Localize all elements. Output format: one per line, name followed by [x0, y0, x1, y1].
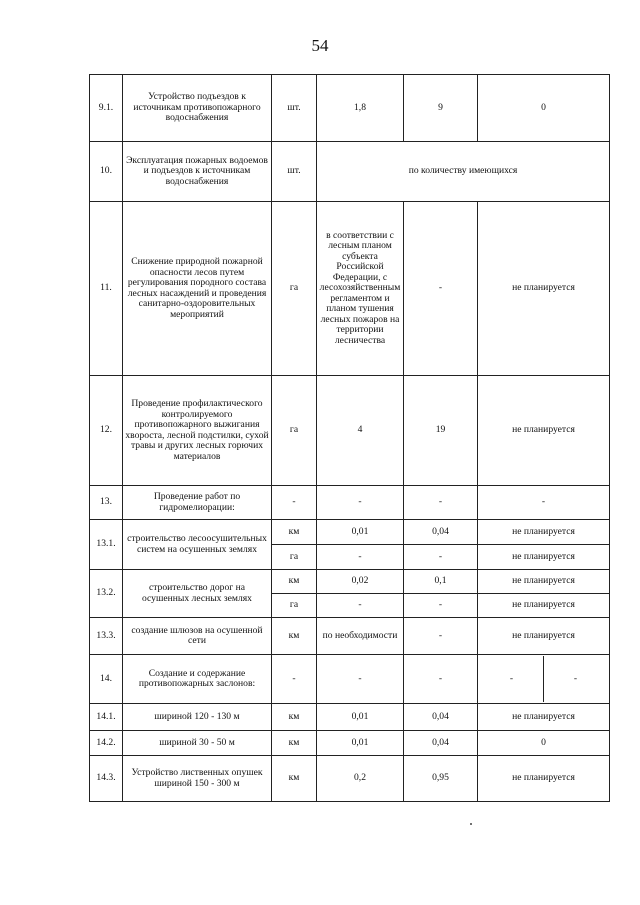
value-cell: -	[317, 545, 404, 570]
measure-description: шириной 120 - 130 м	[123, 704, 272, 731]
measure-description: строительство дорог на осушенных лесных землях	[123, 570, 272, 618]
row-number: 10.	[90, 142, 123, 202]
value-cell: не планируется	[478, 594, 610, 618]
value-cell: -	[404, 486, 478, 520]
unit-cell: -	[272, 655, 317, 704]
value-cell: 0,1	[404, 570, 478, 594]
value-cell: не планируется	[478, 202, 610, 376]
value-cell: 0,04	[404, 731, 478, 756]
row-number: 13.	[90, 486, 123, 520]
value-cell: 0,95	[404, 756, 478, 802]
row-number: 14.3.	[90, 756, 123, 802]
unit-cell: км	[272, 618, 317, 655]
value-cell: не планируется	[478, 618, 610, 655]
measure-description: Проведение работ по гидромелиорации:	[123, 486, 272, 520]
unit-cell: км	[272, 570, 317, 594]
unit-cell: га	[272, 202, 317, 376]
value-cell: по необходимости	[317, 618, 404, 655]
value-cell: 0	[478, 731, 610, 756]
value-cell: 0,02	[317, 570, 404, 594]
split-value-cell	[478, 655, 610, 704]
value-cell: 0,01	[317, 731, 404, 756]
measure-description: Устройство лиственных опушек шириной 150 - 300 м	[123, 756, 272, 802]
unit-cell: шт.	[272, 75, 317, 142]
table-row	[90, 756, 610, 802]
merged-value-cell: по количеству имеющихся	[317, 142, 610, 202]
unit-cell: га	[272, 545, 317, 570]
table-row	[90, 618, 610, 655]
unit-cell: -	[272, 486, 317, 520]
measure-description: строительство лесоосушительных систем на осушенных землях	[123, 520, 272, 570]
table-row	[90, 520, 610, 545]
table-row	[90, 75, 610, 142]
measure-description: Снижение природной пожарной опасности лесов путем регулирования породного состава лесных насаждений и проведения санитарно-оздоровительных мероприятий	[123, 202, 272, 376]
unit-cell: км	[272, 731, 317, 756]
value-cell: не планируется	[478, 520, 610, 545]
value-cell: -	[404, 594, 478, 618]
value-cell: 1,8	[317, 75, 404, 142]
value-cell: -	[404, 545, 478, 570]
table-row	[90, 142, 610, 202]
measure-description: Эксплуатация пожарных водоемов и подъездов к источникам водоснабжения	[123, 142, 272, 202]
table-row	[90, 570, 610, 594]
value-cell: 19	[404, 376, 478, 486]
unit-cell: га	[272, 594, 317, 618]
table-row	[90, 202, 610, 376]
page-number: 54	[311, 36, 329, 55]
value-cell: 0	[478, 75, 610, 142]
value-cell: не планируется	[478, 704, 610, 731]
measure-description: Проведение профилактического контролируемого противопожарного выжигания хвороста, лесной подстилки, сухой травы и других лесных горючих материалов	[123, 376, 272, 486]
value-cell: -	[317, 655, 404, 704]
table-row	[90, 731, 610, 756]
row-number: 12.	[90, 376, 123, 486]
value-cell: -	[317, 594, 404, 618]
unit-cell: га	[272, 376, 317, 486]
value-cell: не планируется	[478, 570, 610, 594]
unit-cell: км	[272, 520, 317, 545]
value-cell: не планируется	[478, 376, 610, 486]
unit-cell: км	[272, 704, 317, 731]
value-cell: -	[543, 656, 607, 702]
measure-description: Устройство подъездов к источникам противопожарного водоснабжения	[123, 75, 272, 142]
value-cell: 4	[317, 376, 404, 486]
value-cell: 0,04	[404, 704, 478, 731]
unit-cell: шт.	[272, 142, 317, 202]
row-number: 13.1.	[90, 520, 123, 570]
value-cell: 0,04	[404, 520, 478, 545]
row-number: 13.2.	[90, 570, 123, 618]
measure-description: создание шлюзов на осушенной сети	[123, 618, 272, 655]
measures-table	[89, 74, 610, 802]
value-cell: -	[404, 655, 478, 704]
table-row	[90, 376, 610, 486]
value-cell: 0,2	[317, 756, 404, 802]
row-number: 9.1.	[90, 75, 123, 142]
value-cell: -	[404, 618, 478, 655]
value-cell: 0,01	[317, 520, 404, 545]
table-row	[90, 704, 610, 731]
measure-description: шириной 30 - 50 м	[123, 731, 272, 756]
value-cell: -	[509, 672, 514, 684]
row-number: 14.1.	[90, 704, 123, 731]
value-cell: -	[404, 202, 478, 376]
row-number: 11.	[90, 202, 123, 376]
value-cell: 0,01	[317, 704, 404, 731]
scan-speck	[470, 823, 472, 825]
row-number: 13.3.	[90, 618, 123, 655]
row-number: 14.2.	[90, 731, 123, 756]
table-row	[90, 655, 610, 704]
measure-description: Создание и содержание противопожарных заслонов:	[123, 655, 272, 704]
table-row	[90, 486, 610, 520]
row-number: 14.	[90, 655, 123, 704]
value-cell: в соответствии с лесным планом субъекта Российской Федерации, с лесохозяйственным регламентом и планом тушения лесных пожаров на территории лесничества	[317, 202, 404, 376]
value-cell: -	[317, 486, 404, 520]
value-cell: не планируется	[478, 756, 610, 802]
value-cell: -	[478, 486, 610, 520]
value-cell: 9	[404, 75, 478, 142]
value-cell: не планируется	[478, 545, 610, 570]
unit-cell: км	[272, 756, 317, 802]
